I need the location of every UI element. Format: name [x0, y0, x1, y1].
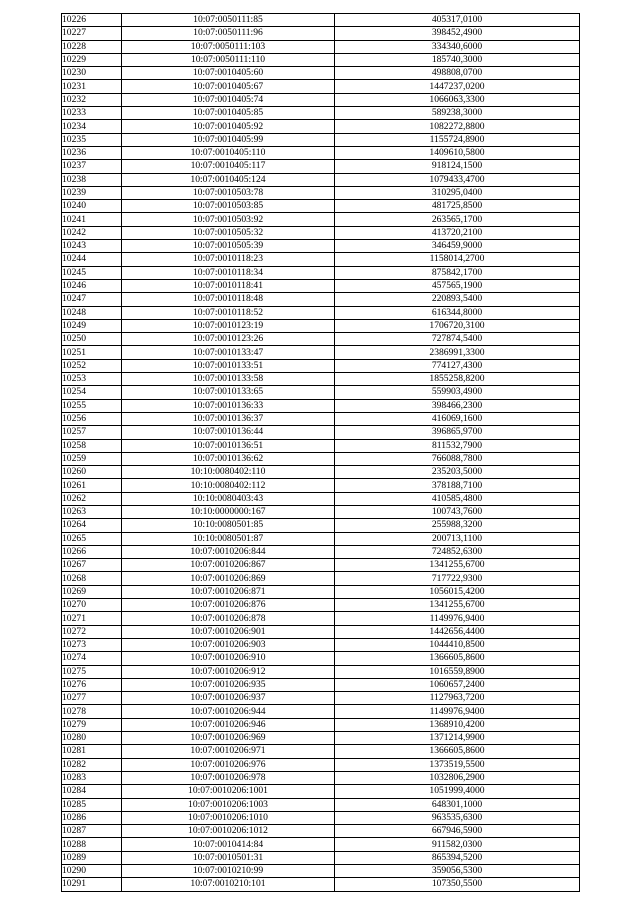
cadastral-number-cell: 10:07:0010206:844 [122, 545, 335, 558]
row-number-cell: 10289 [62, 851, 122, 864]
table-row [62, 865, 580, 878]
cadastral-number-cell: 10:07:0010501:31 [122, 851, 335, 864]
cadastral-value-cell: 811532,7900 [335, 439, 580, 452]
row-number-cell: 10259 [62, 452, 122, 465]
cadastral-number-cell: 10:07:0010405:117 [122, 160, 335, 173]
table-row [62, 40, 580, 53]
table-row [62, 519, 580, 532]
row-number-cell: 10290 [62, 865, 122, 878]
cadastral-value-cell: 457565,1900 [335, 279, 580, 292]
cadastral-value-cell: 1855258,8200 [335, 373, 580, 386]
table-row [62, 771, 580, 784]
cadastral-number-cell: 10:07:0010206:903 [122, 638, 335, 651]
row-number-cell: 10291 [62, 878, 122, 891]
table-row [62, 333, 580, 346]
cadastral-number-cell: 10:07:0010206:1003 [122, 798, 335, 811]
cadastral-value-cell: 1044410,8500 [335, 638, 580, 651]
row-number-cell: 10249 [62, 319, 122, 332]
table-row [62, 718, 580, 731]
cadastral-value-cell: 724852,6300 [335, 545, 580, 558]
cadastral-number-cell: 10:07:0010206:869 [122, 572, 335, 585]
table-row [62, 638, 580, 651]
table-row [62, 186, 580, 199]
cadastral-value-cell: 1368910,4200 [335, 718, 580, 731]
table-row [62, 572, 580, 585]
row-number-cell: 10227 [62, 27, 122, 40]
row-number-cell: 10233 [62, 107, 122, 120]
row-number-cell: 10282 [62, 758, 122, 771]
cadastral-value-cell: 875842,1700 [335, 266, 580, 279]
table-row [62, 146, 580, 159]
table-row [62, 67, 580, 80]
row-number-cell: 10284 [62, 785, 122, 798]
cadastral-number-cell: 10:07:0010123:19 [122, 319, 335, 332]
cadastral-number-cell: 10:07:0010210:101 [122, 878, 335, 891]
cadastral-value-cell: 1409610,5800 [335, 146, 580, 159]
cadastral-value-cell: 396865,9700 [335, 426, 580, 439]
table-row [62, 14, 580, 27]
table-row [62, 878, 580, 891]
cadastral-value-cell: 1341255,6700 [335, 599, 580, 612]
cadastral-number-cell: 10:07:0010503:78 [122, 186, 335, 199]
cadastral-number-cell: 10:07:0010405:85 [122, 107, 335, 120]
row-number-cell: 10269 [62, 585, 122, 598]
row-number-cell: 10266 [62, 545, 122, 558]
table-row [62, 505, 580, 518]
row-number-cell: 10253 [62, 373, 122, 386]
row-number-cell: 10251 [62, 346, 122, 359]
cadastral-value-cell: 107350,5500 [335, 878, 580, 891]
row-number-cell: 10262 [62, 492, 122, 505]
row-number-cell: 10232 [62, 93, 122, 106]
table-row [62, 798, 580, 811]
row-number-cell: 10226 [62, 14, 122, 27]
cadastral-value-cell: 963535,6300 [335, 811, 580, 824]
cadastral-number-cell: 10:07:0010206:871 [122, 585, 335, 598]
table-row [62, 585, 580, 598]
row-number-cell: 10245 [62, 266, 122, 279]
row-number-cell: 10255 [62, 399, 122, 412]
table-row [62, 373, 580, 386]
table-row [62, 665, 580, 678]
cadastral-number-cell: 10:07:0010136:37 [122, 412, 335, 425]
cadastral-number-cell: 10:07:0010206:1001 [122, 785, 335, 798]
cadastral-number-cell: 10:07:0010206:1012 [122, 825, 335, 838]
table-row [62, 466, 580, 479]
cadastral-value-cell: 1066063,3300 [335, 93, 580, 106]
row-number-cell: 10265 [62, 532, 122, 545]
row-number-cell: 10260 [62, 466, 122, 479]
row-number-cell: 10258 [62, 439, 122, 452]
cadastral-value-cell: 616344,8000 [335, 306, 580, 319]
table-row [62, 253, 580, 266]
table-row [62, 426, 580, 439]
table-row [62, 306, 580, 319]
row-number-cell: 10285 [62, 798, 122, 811]
cadastral-number-cell: 10:07:0010405:60 [122, 67, 335, 80]
table-row [62, 559, 580, 572]
row-number-cell: 10237 [62, 160, 122, 173]
table-row [62, 293, 580, 306]
row-number-cell: 10229 [62, 53, 122, 66]
table-row [62, 811, 580, 824]
cadastral-number-cell: 10:07:0010405:74 [122, 93, 335, 106]
table-row [62, 705, 580, 718]
row-number-cell: 10230 [62, 67, 122, 80]
cadastral-value-cell: 220893,5400 [335, 293, 580, 306]
cadastral-value-cell: 918124,1500 [335, 160, 580, 173]
cadastral-value-cell: 911582,0300 [335, 838, 580, 851]
cadastral-number-cell: 10:10:0080402:112 [122, 479, 335, 492]
cadastral-number-cell: 10:07:0010206:878 [122, 612, 335, 625]
table-row [62, 545, 580, 558]
row-number-cell: 10235 [62, 133, 122, 146]
row-number-cell: 10268 [62, 572, 122, 585]
cadastral-number-cell: 10:07:0010133:51 [122, 359, 335, 372]
cadastral-value-cell: 559903,4900 [335, 386, 580, 399]
cadastral-number-cell: 10:07:0010414:84 [122, 838, 335, 851]
cadastral-number-cell: 10:07:0010206:937 [122, 692, 335, 705]
cadastral-number-cell: 10:10:0080402:110 [122, 466, 335, 479]
cadastral-value-cell: 717722,9300 [335, 572, 580, 585]
table-row [62, 80, 580, 93]
cadastral-value-cell: 405317,0100 [335, 14, 580, 27]
row-number-cell: 10264 [62, 519, 122, 532]
row-number-cell: 10241 [62, 213, 122, 226]
cadastral-value-cell: 378188,7100 [335, 479, 580, 492]
row-number-cell: 10250 [62, 333, 122, 346]
cadastral-value-cell: 398466,2300 [335, 399, 580, 412]
table-row [62, 599, 580, 612]
cadastral-number-cell: 10:07:0010505:32 [122, 226, 335, 239]
table-body [62, 14, 580, 892]
cadastral-number-cell: 10:07:0010118:23 [122, 253, 335, 266]
table-row [62, 439, 580, 452]
cadastral-number-cell: 10:07:0010118:48 [122, 293, 335, 306]
table-row [62, 825, 580, 838]
cadastral-number-cell: 10:07:0010123:26 [122, 333, 335, 346]
table-row [62, 785, 580, 798]
cadastral-value-cell: 235203,5000 [335, 466, 580, 479]
row-number-cell: 10254 [62, 386, 122, 399]
cadastral-number-cell: 10:07:0010206:876 [122, 599, 335, 612]
table-row [62, 732, 580, 745]
table-row [62, 758, 580, 771]
cadastral-number-cell: 10:07:0010136:33 [122, 399, 335, 412]
cadastral-value-cell: 1706720,3100 [335, 319, 580, 332]
table-row [62, 838, 580, 851]
row-number-cell: 10272 [62, 625, 122, 638]
table-row [62, 625, 580, 638]
cadastral-number-cell: 10:07:0010206:946 [122, 718, 335, 731]
cadastral-number-cell: 10:10:0000000:167 [122, 505, 335, 518]
cadastral-number-cell: 10:07:0010505:39 [122, 240, 335, 253]
cadastral-value-cell: 774127,4300 [335, 359, 580, 372]
row-number-cell: 10278 [62, 705, 122, 718]
cadastral-number-cell: 10:07:0010133:65 [122, 386, 335, 399]
cadastral-value-cell: 413720,2100 [335, 226, 580, 239]
cadastral-value-cell: 1127963,7200 [335, 692, 580, 705]
cadastral-number-cell: 10:10:0080501:85 [122, 519, 335, 532]
cadastral-value-cell: 481725,8500 [335, 200, 580, 213]
table-row [62, 745, 580, 758]
table-row [62, 652, 580, 665]
row-number-cell: 10228 [62, 40, 122, 53]
cadastral-number-cell: 10:07:0010206:971 [122, 745, 335, 758]
cadastral-value-cell: 1366605,8600 [335, 652, 580, 665]
table-row [62, 532, 580, 545]
cadastral-value-cell: 1447237,0200 [335, 80, 580, 93]
table-row [62, 279, 580, 292]
table-row [62, 226, 580, 239]
cadastral-value-cell: 1051999,4000 [335, 785, 580, 798]
table-row [62, 213, 580, 226]
cadastral-value-cell: 1056015,4200 [335, 585, 580, 598]
table-row [62, 200, 580, 213]
cadastral-number-cell: 10:07:0010405:110 [122, 146, 335, 159]
cadastral-value-cell: 1149976,9400 [335, 705, 580, 718]
row-number-cell: 10267 [62, 559, 122, 572]
table-row [62, 612, 580, 625]
row-number-cell: 10240 [62, 200, 122, 213]
cadastral-number-cell: 10:07:0010206:901 [122, 625, 335, 638]
cadastral-value-cell: 334340,6000 [335, 40, 580, 53]
table-row [62, 692, 580, 705]
cadastral-number-cell: 10:07:0050111:96 [122, 27, 335, 40]
cadastral-value-cell: 255988,3200 [335, 519, 580, 532]
cadastral-value-cell: 1442656,4400 [335, 625, 580, 638]
cadastral-number-cell: 10:07:0010206:944 [122, 705, 335, 718]
table-row [62, 399, 580, 412]
cadastral-number-cell: 10:07:0010405:92 [122, 120, 335, 133]
cadastral-value-cell: 1341255,6700 [335, 559, 580, 572]
row-number-cell: 10246 [62, 279, 122, 292]
cadastral-value-cell: 1158014,2700 [335, 253, 580, 266]
row-number-cell: 10243 [62, 240, 122, 253]
row-number-cell: 10270 [62, 599, 122, 612]
row-number-cell: 10252 [62, 359, 122, 372]
row-number-cell: 10287 [62, 825, 122, 838]
cadastral-value-cell: 1155724,8900 [335, 133, 580, 146]
cadastral-value-cell: 263565,1700 [335, 213, 580, 226]
cadastral-number-cell: 10:07:0010206:912 [122, 665, 335, 678]
row-number-cell: 10261 [62, 479, 122, 492]
cadastral-value-cell: 359056,5300 [335, 865, 580, 878]
row-number-cell: 10256 [62, 412, 122, 425]
row-number-cell: 10279 [62, 718, 122, 731]
table-row [62, 386, 580, 399]
row-number-cell: 10286 [62, 811, 122, 824]
cadastral-number-cell: 10:10:0080501:87 [122, 532, 335, 545]
cadastral-number-cell: 10:07:0050111:103 [122, 40, 335, 53]
cadastral-number-cell: 10:07:0010206:910 [122, 652, 335, 665]
row-number-cell: 10273 [62, 638, 122, 651]
row-number-cell: 10231 [62, 80, 122, 93]
row-number-cell: 10277 [62, 692, 122, 705]
row-number-cell: 10275 [62, 665, 122, 678]
cadastral-value-cell: 865394,5200 [335, 851, 580, 864]
cadastral-number-cell: 10:07:0010206:976 [122, 758, 335, 771]
table-row [62, 678, 580, 691]
cadastral-number-cell: 10:07:0010210:99 [122, 865, 335, 878]
table-row [62, 240, 580, 253]
row-number-cell: 10244 [62, 253, 122, 266]
cadastral-number-cell: 10:07:0050111:85 [122, 14, 335, 27]
cadastral-number-cell: 10:07:0010136:51 [122, 439, 335, 452]
cadastral-value-cell: 1373519,5500 [335, 758, 580, 771]
cadastral-value-cell: 1079433,4700 [335, 173, 580, 186]
cadastral-value-cell: 416069,1600 [335, 412, 580, 425]
cadastral-number-cell: 10:07:0010136:62 [122, 452, 335, 465]
cadastral-number-cell: 10:07:0010206:1010 [122, 811, 335, 824]
row-number-cell: 10248 [62, 306, 122, 319]
table-row [62, 107, 580, 120]
cadastral-number-cell: 10:07:0010206:978 [122, 771, 335, 784]
cadastral-value-cell: 200713,1100 [335, 532, 580, 545]
cadastral-value-cell: 1366605,8600 [335, 745, 580, 758]
cadastral-number-cell: 10:10:0080403:43 [122, 492, 335, 505]
cadastral-number-cell: 10:07:0010136:44 [122, 426, 335, 439]
table-row [62, 319, 580, 332]
cadastral-value-cell: 1149976,9400 [335, 612, 580, 625]
cadastral-number-cell: 10:07:0010503:92 [122, 213, 335, 226]
table-row [62, 53, 580, 66]
row-number-cell: 10274 [62, 652, 122, 665]
cadastral-value-cell: 185740,3000 [335, 53, 580, 66]
cadastral-value-cell: 310295,0400 [335, 186, 580, 199]
cadastral-number-cell: 10:07:0010405:124 [122, 173, 335, 186]
row-number-cell: 10234 [62, 120, 122, 133]
row-number-cell: 10238 [62, 173, 122, 186]
table-row [62, 160, 580, 173]
cadastral-number-cell: 10:07:0010118:52 [122, 306, 335, 319]
row-number-cell: 10257 [62, 426, 122, 439]
cadastral-value-cell: 498808,0700 [335, 67, 580, 80]
cadastral-value-cell: 727874,5400 [335, 333, 580, 346]
cadastral-value-cell: 1032806,2900 [335, 771, 580, 784]
cadastral-value-cell: 410585,4800 [335, 492, 580, 505]
row-number-cell: 10276 [62, 678, 122, 691]
table-row [62, 173, 580, 186]
cadastral-value-table [61, 13, 580, 892]
cadastral-number-cell: 10:07:0010405:67 [122, 80, 335, 93]
cadastral-number-cell: 10:07:0010405:99 [122, 133, 335, 146]
row-number-cell: 10281 [62, 745, 122, 758]
row-number-cell: 10239 [62, 186, 122, 199]
row-number-cell: 10283 [62, 771, 122, 784]
row-number-cell: 10288 [62, 838, 122, 851]
cadastral-number-cell: 10:07:0010206:969 [122, 732, 335, 745]
cadastral-number-cell: 10:07:0010118:34 [122, 266, 335, 279]
table-row [62, 452, 580, 465]
row-number-cell: 10271 [62, 612, 122, 625]
cadastral-number-cell: 10:07:0010503:85 [122, 200, 335, 213]
cadastral-value-cell: 398452,4900 [335, 27, 580, 40]
cadastral-value-cell: 766088,7800 [335, 452, 580, 465]
row-number-cell: 10247 [62, 293, 122, 306]
cadastral-value-cell: 667946,5900 [335, 825, 580, 838]
cadastral-number-cell: 10:07:0010118:41 [122, 279, 335, 292]
cadastral-value-cell: 100743,7600 [335, 505, 580, 518]
row-number-cell: 10236 [62, 146, 122, 159]
table-row [62, 120, 580, 133]
cadastral-value-cell: 1060657,2400 [335, 678, 580, 691]
cadastral-value-cell: 589238,3000 [335, 107, 580, 120]
row-number-cell: 10263 [62, 505, 122, 518]
row-number-cell: 10242 [62, 226, 122, 239]
cadastral-number-cell: 10:07:0050111:110 [122, 53, 335, 66]
table-row [62, 266, 580, 279]
table-row [62, 133, 580, 146]
cadastral-value-cell: 346459,9000 [335, 240, 580, 253]
cadastral-value-cell: 648301,1000 [335, 798, 580, 811]
table-row [62, 492, 580, 505]
cadastral-value-cell: 2386991,3300 [335, 346, 580, 359]
table-row [62, 851, 580, 864]
table-row [62, 359, 580, 372]
table-row [62, 93, 580, 106]
cadastral-value-cell: 1082272,8800 [335, 120, 580, 133]
table-row [62, 346, 580, 359]
cadastral-number-cell: 10:07:0010133:58 [122, 373, 335, 386]
cadastral-number-cell: 10:07:0010133:47 [122, 346, 335, 359]
cadastral-value-cell: 1371214,9900 [335, 732, 580, 745]
cadastral-number-cell: 10:07:0010206:867 [122, 559, 335, 572]
cadastral-number-cell: 10:07:0010206:935 [122, 678, 335, 691]
table-row [62, 479, 580, 492]
table-row [62, 412, 580, 425]
cadastral-value-cell: 1016559,8900 [335, 665, 580, 678]
row-number-cell: 10280 [62, 732, 122, 745]
table-row [62, 27, 580, 40]
